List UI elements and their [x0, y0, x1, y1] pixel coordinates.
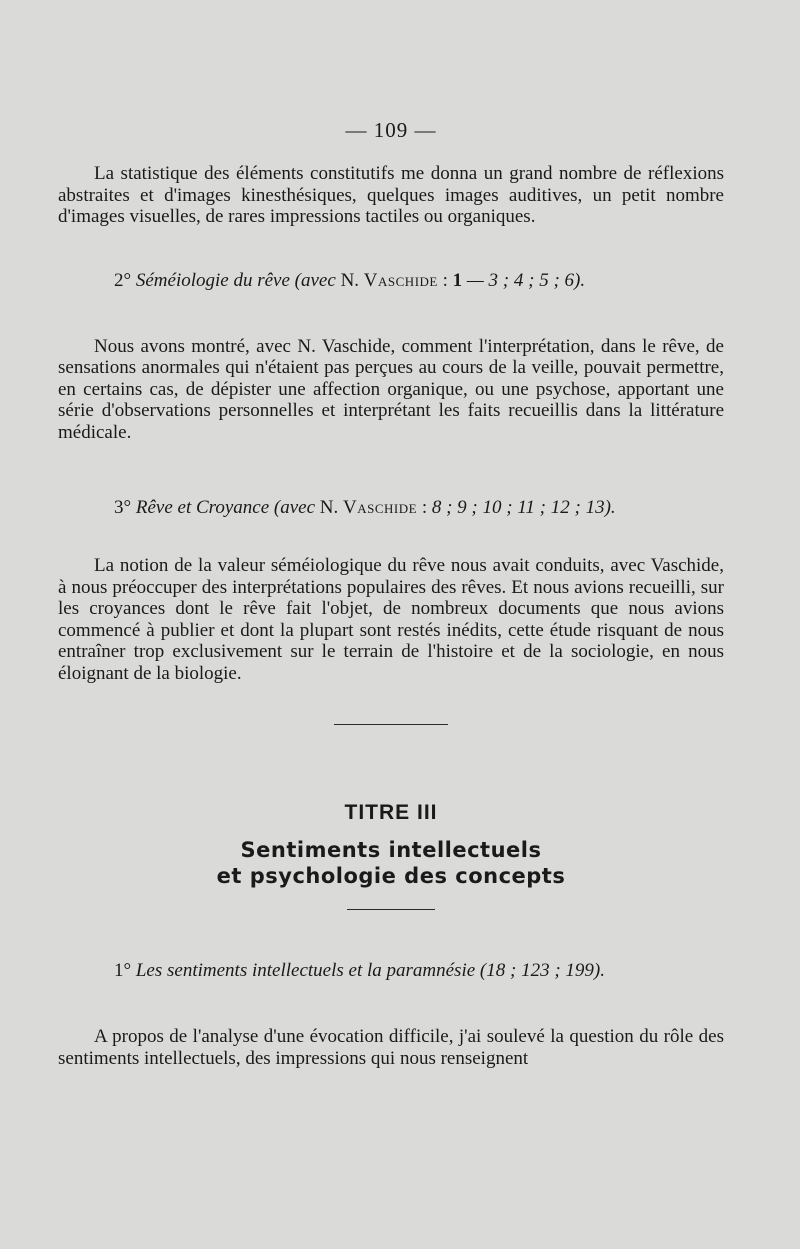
refs: 8 ; 9 ; 10 ; 11 ; 12 ; 13). [431, 497, 616, 518]
section-number: 1° [114, 960, 132, 981]
section-paren: (avec [273, 497, 316, 518]
titre-heading: TITRE III [344, 801, 438, 824]
paragraph-interpretation: Nous avons montré, avec N. Vaschide, comment l'interprétation, dans le rêve, de sensations anormales qui n'étaient pas perçues au cours de la veille, pouvait permettre, en certains cas, de dépister une affection organique, ou une psychose, apportant une série d'observations personnelles et interprétant les faits recueillis dans la littérature médicale. [58, 335, 724, 443]
section-title: Rêve et Croyance [135, 497, 270, 518]
author-initial: N. [319, 497, 339, 518]
paragraph-valeur: La notion de la valeur séméiologique du rêve nous avait conduits, avec Vaschide, à nous préoccuper des interprétations populaires des rêves. Et nous avions recueilli, sur les croyances dont le rêve fait l'objet, de nombreux documents que nous avions commencé à publier et dont la plupart sont restés inédits, cette étude risquant de nous entraîner trop exclusivement sur le terrain de l'histoire et de la sociologie, en nous éloignant de la biologie. [58, 555, 724, 684]
section-number: 3° [114, 497, 132, 518]
ref-separator: : [421, 497, 428, 518]
subtitle-line-2: et psychologie des concepts [216, 864, 566, 888]
section-heading-semeiologie [114, 270, 724, 292]
section-paren: (avec [294, 269, 336, 291]
section-number: 2° [114, 269, 132, 291]
section-heading-paramnesie [114, 960, 724, 982]
page-content [58, 118, 724, 1069]
subtitle-line-1: Sentiments intellectuels [240, 838, 542, 862]
author-initial: N. [340, 269, 360, 291]
refs: (18 ; 123 ; 199). [479, 960, 605, 981]
author-name: Vaschide [363, 269, 438, 291]
paragraph-evocation: A propos de l'analyse d'une évocation difficile, j'ai soulevé la question du rôle des sentiments intellectuels, des impressions qui nous renseignent [58, 1026, 724, 1069]
refs: — 3 ; 4 ; 5 ; 6). [466, 269, 586, 291]
page-number: — 109 — [345, 118, 437, 142]
first-ref: 1 [452, 269, 463, 291]
section-heading-reve-croyance [114, 497, 724, 519]
paragraph-statistics: La statistique des éléments constitutifs me donna un grand nombre de réflexions abstraites et d'images kinesthésiques, quelques images auditives, un petit nombre d'images visuelles, de rares impressions tactiles ou organiques. [58, 163, 724, 227]
author-name: Vaschide [343, 497, 418, 518]
section-title: Les sentiments intellectuels et la paramnésie [135, 960, 476, 981]
section-title: Séméiologie du rêve [135, 269, 290, 291]
ref-separator: : [442, 269, 448, 291]
